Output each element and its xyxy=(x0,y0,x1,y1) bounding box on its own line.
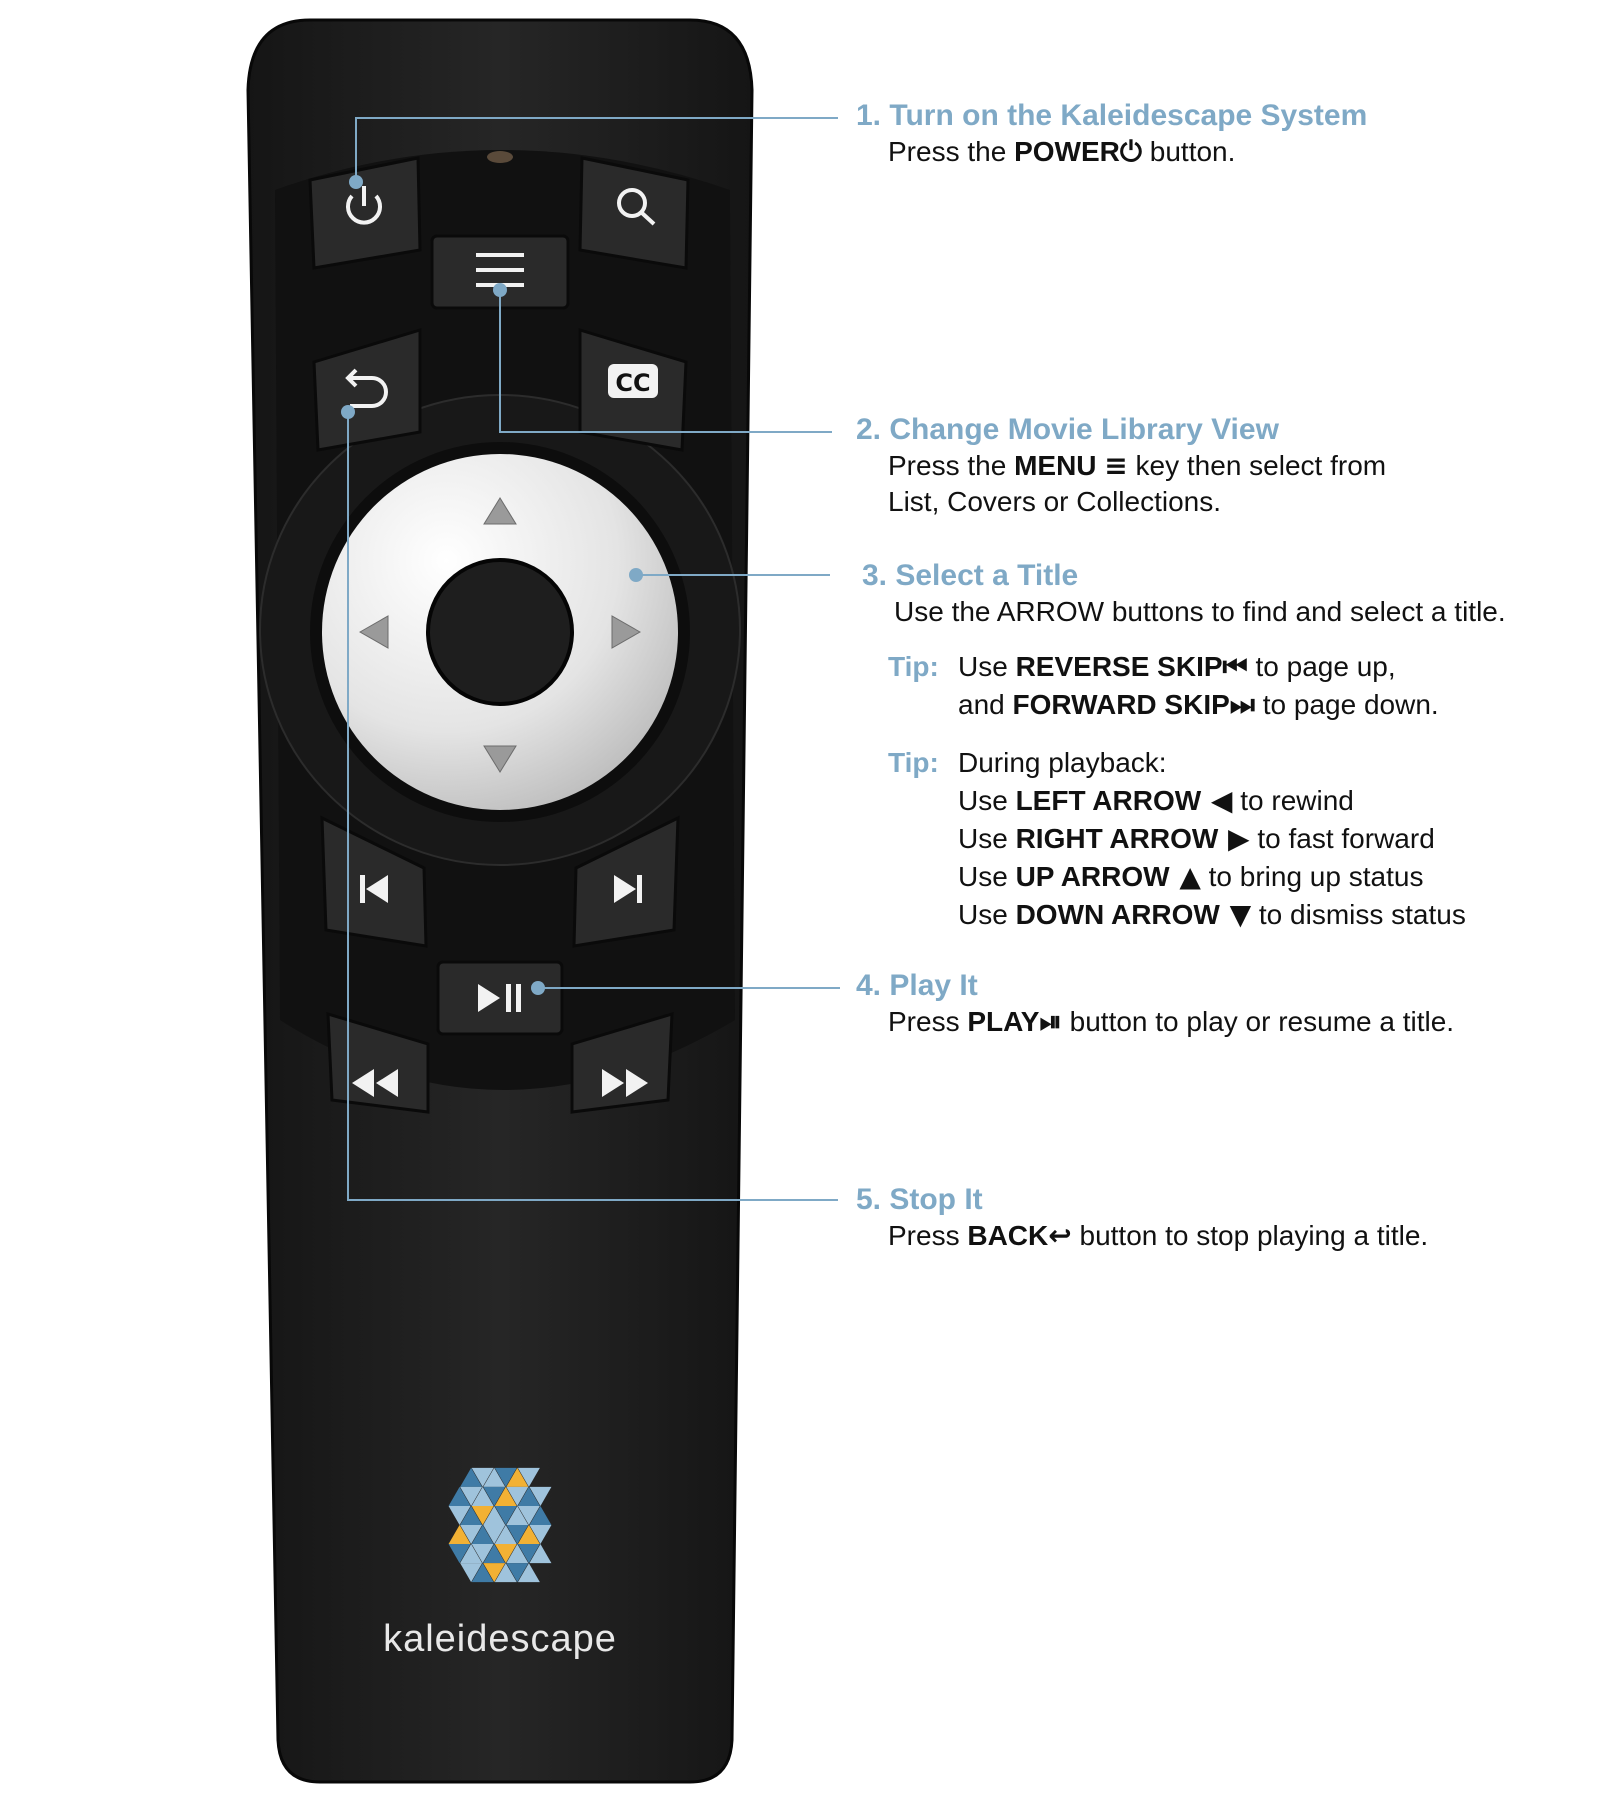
step-1-body: Press the POWER⏻ button. xyxy=(888,135,1236,168)
select-button[interactable] xyxy=(428,560,572,704)
tip-line-pre: During playback: xyxy=(958,747,1167,778)
tip-1-lines xyxy=(958,648,1439,724)
tip-line-pre: and xyxy=(958,689,1013,720)
tip-line-post: to rewind xyxy=(1232,785,1354,816)
tip-line-post: to dismiss status xyxy=(1251,899,1466,930)
step-5-body: Press BACK↩ button to stop playing a title. xyxy=(888,1219,1429,1252)
tip-line xyxy=(958,782,1466,820)
play-key-label: PLAY xyxy=(967,1006,1040,1037)
tip-line-glyph: ▲ xyxy=(1169,860,1201,893)
tip-line xyxy=(958,896,1466,934)
step-4-body: Press PLAY⏯ button to play or resume a title. xyxy=(888,1005,1455,1038)
tip-line-key: REVERSE SKIP xyxy=(1015,651,1223,682)
brand-wordmark xyxy=(0,1618,1000,1661)
tip-line-glyph: ▶ xyxy=(1218,822,1250,855)
tip-line xyxy=(958,686,1439,724)
tip-line xyxy=(958,820,1466,858)
tip-line xyxy=(958,648,1439,686)
brand-text: kaleidescape xyxy=(383,1618,617,1660)
step-4 xyxy=(856,968,1454,1040)
back-icon: ↩ xyxy=(1048,1219,1072,1252)
step-3 xyxy=(862,558,1506,630)
tip-line-pre: Use xyxy=(958,899,1016,930)
tip-line-pre: Use xyxy=(958,785,1016,816)
tip-line-pre: Use xyxy=(958,861,1016,892)
tip-line-key: FORWARD SKIP xyxy=(1012,689,1230,720)
tip-line-key: RIGHT ARROW xyxy=(1015,823,1219,854)
step-1-title: 1. Turn on the Kaleidescape System xyxy=(856,99,1368,132)
tip-line-post: to bring up status xyxy=(1200,861,1424,892)
tip-line-glyph: ◀ xyxy=(1201,784,1233,817)
tip-line-glyph: ⏮ xyxy=(1222,650,1248,683)
back-key-label: BACK xyxy=(967,1220,1049,1251)
tip-2-lines xyxy=(958,744,1466,934)
step-1 xyxy=(856,98,1367,170)
dpad[interactable] xyxy=(310,442,690,822)
tip-line-key: LEFT ARROW xyxy=(1015,785,1202,816)
step-5 xyxy=(856,1182,1428,1254)
step-2-title: 2. Change Movie Library View xyxy=(856,413,1279,446)
power-key-label: POWER xyxy=(1014,136,1120,167)
tip-line-post: to page up, xyxy=(1247,651,1396,682)
tip-line-glyph: ▼ xyxy=(1219,898,1252,931)
tip-line xyxy=(958,858,1466,896)
tip-line-key: DOWN ARROW xyxy=(1015,899,1220,930)
cc-icon xyxy=(608,364,658,398)
tip-line-post: to page down. xyxy=(1254,689,1439,720)
cc-label: CC xyxy=(615,369,651,397)
step-3-title: 3. Select a Title xyxy=(862,559,1079,592)
step-2 xyxy=(856,412,1386,520)
step-5-title: 5. Stop It xyxy=(856,1183,983,1216)
tip-line-pre: Use xyxy=(958,823,1016,854)
play-pause-icon: ⏯ xyxy=(1039,1005,1062,1038)
step-2-body: Press the MENU ≡ key then select from xyxy=(888,449,1387,482)
tip-line xyxy=(958,744,1466,782)
menu-icon: ≡ xyxy=(1104,449,1128,482)
step-2-body-line2: List, Covers or Collections. xyxy=(888,486,1222,517)
menu-key-label: MENU xyxy=(1014,450,1097,481)
step-3-body: Use the ARROW buttons to find and select a title. xyxy=(894,596,1506,627)
status-led xyxy=(487,151,513,163)
step-4-title: 4. Play It xyxy=(856,969,978,1002)
tip-1-label: Tip: xyxy=(888,651,939,682)
tip-line-post: to fast forward xyxy=(1249,823,1435,854)
tip-line-glyph: ⏭ xyxy=(1229,688,1255,721)
tip-line-pre: Use xyxy=(958,651,1016,682)
tip-line-key: UP ARROW xyxy=(1015,861,1170,892)
play-pause-button[interactable] xyxy=(438,962,562,1034)
power-icon: ⏻ xyxy=(1119,135,1142,168)
tip-2-label: Tip: xyxy=(888,747,939,778)
